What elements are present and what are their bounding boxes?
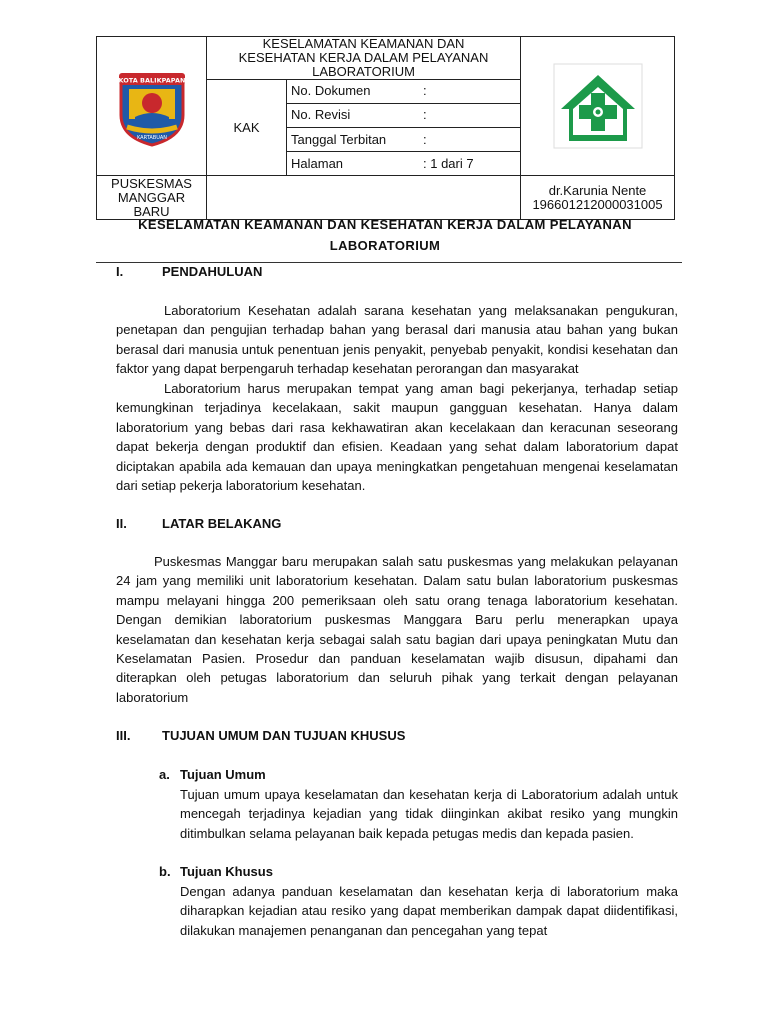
institution-line: BARU xyxy=(133,203,170,219)
section-heading xyxy=(116,264,262,279)
doc-type-label: KAK xyxy=(207,80,287,176)
subsection-heading xyxy=(159,767,266,782)
empty-cell xyxy=(207,176,521,220)
doc-info-label: No. Dokumen xyxy=(287,80,423,103)
document-title xyxy=(96,214,674,256)
subsection-number: b. xyxy=(159,864,171,879)
section-heading xyxy=(116,728,405,743)
doc-info-label: Tanggal Terbitan xyxy=(287,127,423,151)
paragraph: Puskesmas Manggar baru merupakan salah satu puskesmas yang melakukan pelayanan 24 jam yang memiliki unit laboratorium kesehatan. Dalam satu bulan laboratorium puskesmas mampu melayani hingga 200 pemeriksaan oleh satu orang tenaga laboratorium kesehatan. Dengan demikian laboratorium puskesmas Manggara Baru perlu menerapkan upaya keselamatan dan kesehatan kerja sebagai salah satu bagian dari upaya peningkatan Mutu dan Keselamatan Pasien. Prosedur dan panduan keselamatan wajib disusun, dipahami dan diterapkan oleh petugas laboratorium dan seluruh pihak yang terkait dengan pelayanan laboratorium xyxy=(116,554,678,705)
institution-line: MANGGAR xyxy=(117,189,186,205)
header-title: KESELAMATAN KEAMANAN DAN KESEHATAN KERJA DALAM PELAYANAN LABORATORIUM xyxy=(207,37,521,80)
paragraph: Laboratorium Kesehatan adalah sarana kesehatan yang melaksanakan pengukuran, penetapan dan pengujian terhadap bahan yang berasal dari manusia atau bahan yang bukan berasal dari manusia untuk penentuan jenis penyakit, penyebab penyakit, kondisi kesehatan dan faktor yang dapat berpengaruh terhadap kesehatan perorangan dan masyarakat xyxy=(116,303,678,377)
title-divider xyxy=(96,262,682,263)
section-title: LATAR BELAKANG xyxy=(162,516,282,531)
section-title: PENDAHULUAN xyxy=(162,264,263,279)
paragraph: Tujuan umum upaya keselamatan dan kesehatan kerja di Laboratorium adalah untuk mencegah terjadinya kejadian yang tidak diinginkan akibat resiko yang mungkin ditimbulkan selama pelayanan baik kepada petugas medis dan kepada pasien. xyxy=(180,787,678,841)
svg-text:KOTA BALIKPAPAN: KOTA BALIKPAPAN xyxy=(118,76,185,85)
subsection-title: Tujuan Umum xyxy=(180,767,266,782)
paragraph: Laboratorium harus merupakan tempat yang aman bagi pekerjanya, terhadap setiap kemungkinan terjadinya kecelakaan, sakit maupun gangguan kesehatan. Hanya dalam laboratorium yang bebas dari rasa kekhawatiran akan kecelakaan dan keracunan seseorang dapat bekerja dengan produktif dan efisien. Keadaan yang sehat dalam laboratorium dapat diciptakan apabila ada kemauan dan upaya meningkatkan pengetahuan mengenai keselamatan dari setiap pekerja laboratorium kesehatan. xyxy=(116,381,678,494)
doc-info-cell xyxy=(287,80,521,176)
puskesmas-logo-icon xyxy=(553,63,643,149)
subsection-title: Tujuan Khusus xyxy=(180,864,273,879)
doc-info-label: No. Revisi xyxy=(287,103,423,127)
paragraph: Dengan adanya panduan keselamatan dan kesehatan kerja di laboratorium maka diharapkan kejadian atau resiko yang dapat memberikan dampak dapat diidentifikasi, dilakukan manajemen penanganan dan pencegahan yang tepat xyxy=(180,884,678,938)
section-heading xyxy=(116,516,281,531)
section-number: II. xyxy=(116,516,127,531)
section-title: TUJUAN UMUM DAN TUJUAN KHUSUS xyxy=(162,728,406,743)
doc-info-label: Halaman xyxy=(291,155,344,171)
doc-info-value: : xyxy=(423,80,520,103)
doc-info-value: : 1 dari 7 xyxy=(423,155,474,171)
document-title-line: LABORATORIUM xyxy=(329,238,441,253)
svg-text:KARTABUAN: KARTABUAN xyxy=(136,135,167,141)
subsection-heading xyxy=(159,864,273,879)
institution-name xyxy=(97,176,207,220)
doc-info-value: : xyxy=(423,103,520,127)
signer-nip: 196601212000031005 xyxy=(532,196,663,212)
document-title-line: KESELAMATAN KEAMANAN DAN KESEHATAN KERJA DALAM PELAYANAN xyxy=(138,217,632,232)
doc-info-table xyxy=(287,80,520,175)
subsection-number: a. xyxy=(159,767,170,782)
institution-line: PUSKESMAS xyxy=(111,175,192,191)
doc-info-value: : xyxy=(423,127,520,151)
signer-name: dr.Karunia Nente xyxy=(548,182,647,198)
city-logo-icon xyxy=(111,65,193,147)
document-header-table xyxy=(96,36,675,220)
section-number: III. xyxy=(116,728,131,743)
city-logo-cell xyxy=(97,37,207,176)
signer-cell xyxy=(521,176,675,220)
section-number: I. xyxy=(116,264,124,279)
puskesmas-logo-cell xyxy=(521,37,675,176)
